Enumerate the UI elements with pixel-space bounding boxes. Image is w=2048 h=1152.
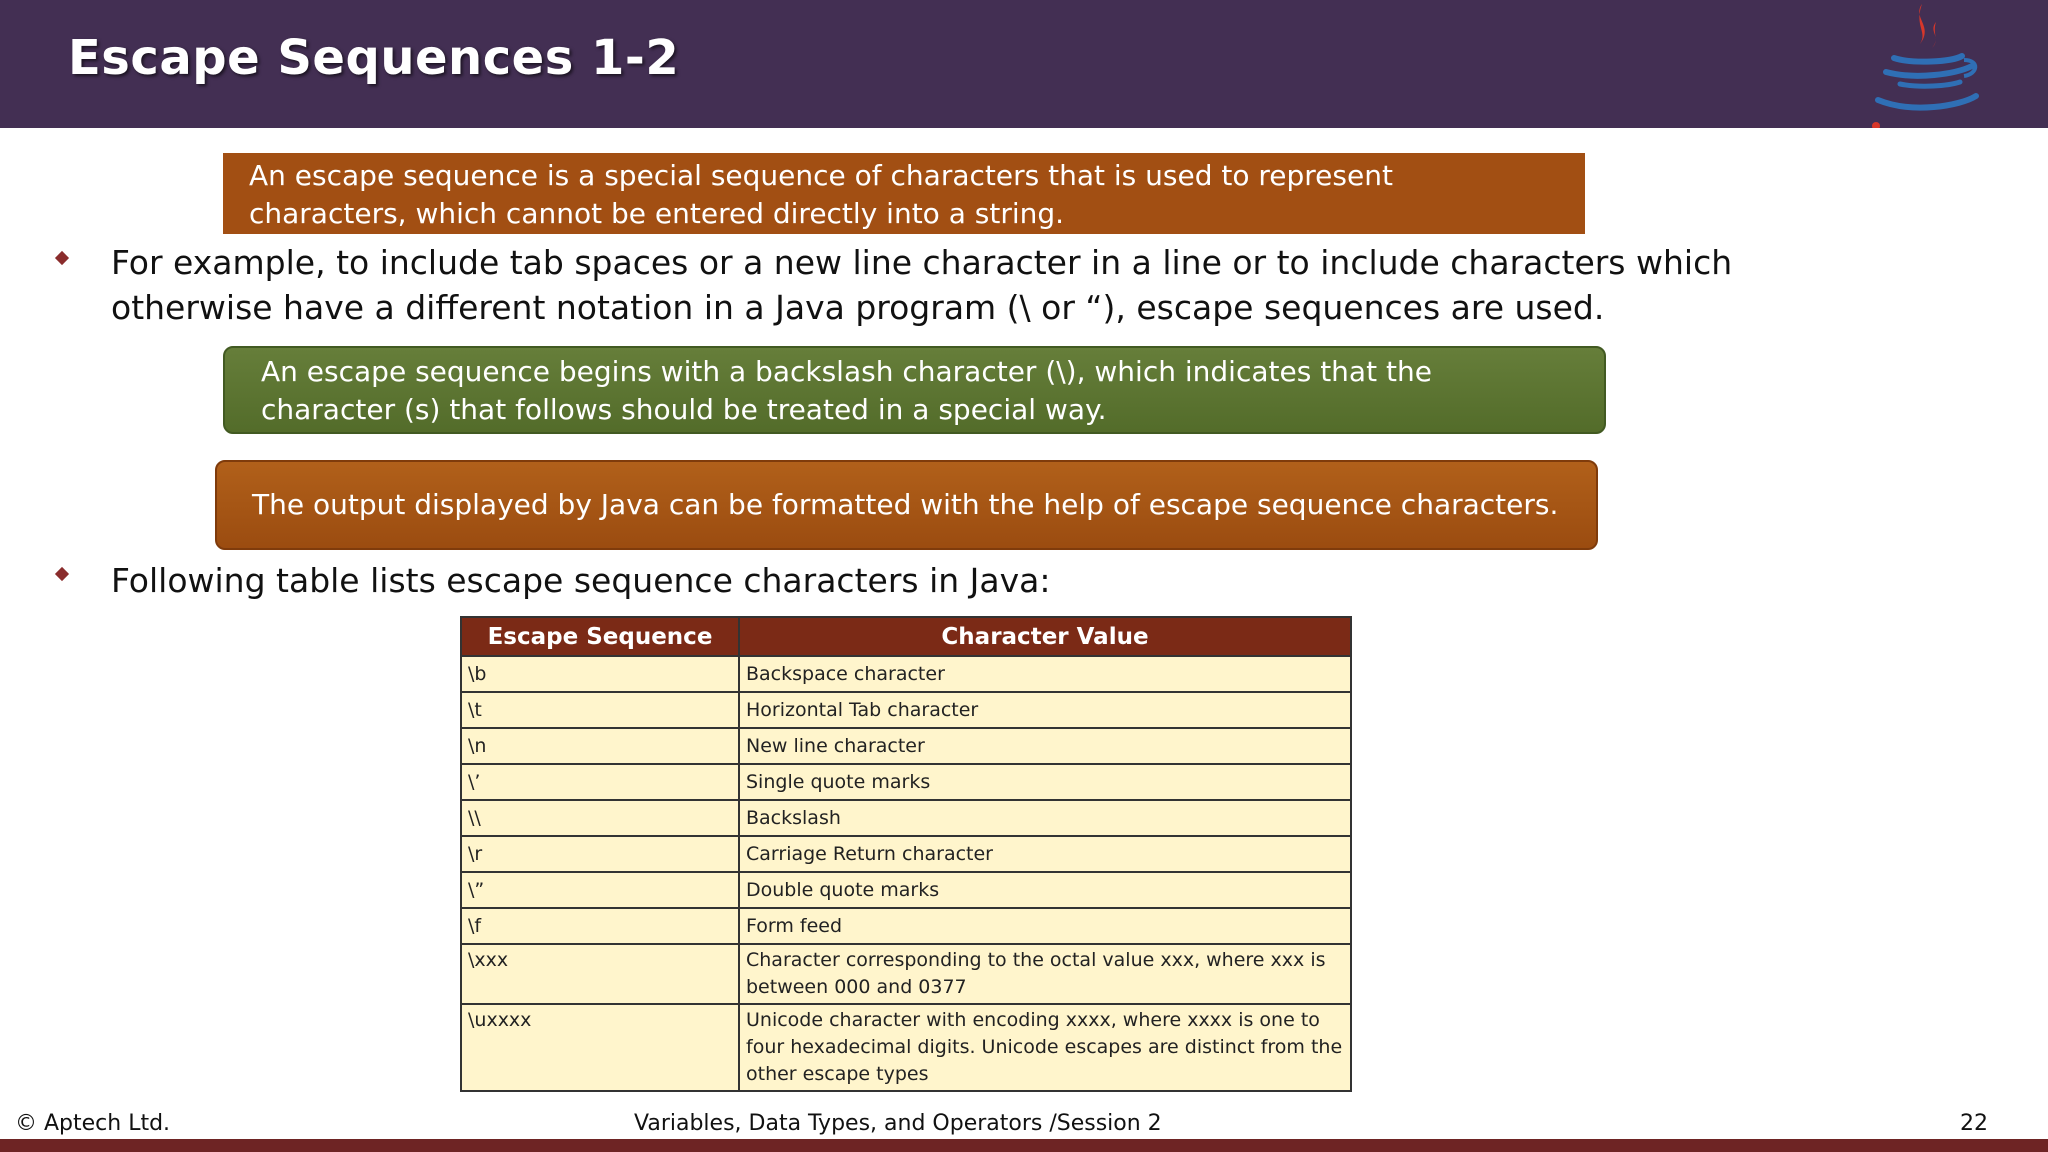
java-logo-icon xyxy=(1856,0,1986,128)
slide-title: Escape Sequences 1-2 xyxy=(68,30,680,86)
page-number: 22 xyxy=(1960,1111,1988,1136)
formatting-info-box: The output displayed by Java can be formatted with the help of escape sequence characters. xyxy=(215,460,1598,550)
table-row xyxy=(461,836,1351,872)
character-value-cell: Form feed xyxy=(739,908,1351,944)
slide-header xyxy=(0,0,2048,128)
table-row xyxy=(461,908,1351,944)
example-paragraph: For example, to include tab spaces or a new line character in a line or to include characters which otherwise have a different notation in a Java program (\ or “), escape sequences are used. xyxy=(111,243,1733,327)
table-row xyxy=(461,764,1351,800)
table-row xyxy=(461,944,1351,1004)
escape-sequence-cell: \xxx xyxy=(461,944,739,1004)
character-value-cell: Horizontal Tab character xyxy=(739,692,1351,728)
character-value-cell: New line character xyxy=(739,728,1351,764)
bullet-icon xyxy=(55,567,69,581)
character-value-cell: Unicode character with encoding xxxx, where xxxx is one to four hexadecimal digits. Unicode escapes are distinct from the other escape types xyxy=(739,1004,1351,1091)
escape-sequence-cell: \” xyxy=(461,872,739,908)
column-header-escape-sequence: Escape Sequence xyxy=(461,617,739,656)
escape-sequence-table xyxy=(460,616,1352,1092)
footer-copyright: © Aptech Ltd. xyxy=(15,1111,171,1136)
escape-sequence-cell: \r xyxy=(461,836,739,872)
backslash-info-box: An escape sequence begins with a backslash character (\), which indicates that the character (s) that follows should be treated in a special way. xyxy=(223,346,1606,434)
table-row xyxy=(461,1004,1351,1091)
escape-sequence-cell: \uxxxx xyxy=(461,1004,739,1091)
character-value-cell: Single quote marks xyxy=(739,764,1351,800)
column-header-character-value: Character Value xyxy=(739,617,1351,656)
escape-sequence-cell: \’ xyxy=(461,764,739,800)
table-header-row xyxy=(461,617,1351,656)
definition-box: An escape sequence is a special sequence of characters that is used to represent characters, which cannot be entered directly into a string. xyxy=(223,153,1585,234)
table-intro-paragraph: Following table lists escape sequence characters in Java: xyxy=(111,561,1051,600)
character-value-cell: Backspace character xyxy=(739,656,1351,692)
escape-sequence-cell: \\ xyxy=(461,800,739,836)
footer-bar xyxy=(0,1139,2048,1152)
escape-sequence-cell: \f xyxy=(461,908,739,944)
character-value-cell: Double quote marks xyxy=(739,872,1351,908)
escape-sequence-cell: \t xyxy=(461,692,739,728)
footer-session-title: Variables, Data Types, and Operators /Session 2 xyxy=(634,1111,1162,1136)
escape-sequence-cell: \n xyxy=(461,728,739,764)
table-row xyxy=(461,872,1351,908)
table-row xyxy=(461,728,1351,764)
character-value-cell: Backslash xyxy=(739,800,1351,836)
bullet-icon xyxy=(55,251,69,265)
escape-sequence-cell: \b xyxy=(461,656,739,692)
table-row xyxy=(461,656,1351,692)
character-value-cell: Character corresponding to the octal value xxx, where xxx is between 000 and 0377 xyxy=(739,944,1351,1004)
character-value-cell: Carriage Return character xyxy=(739,836,1351,872)
table-row xyxy=(461,692,1351,728)
table-row xyxy=(461,800,1351,836)
